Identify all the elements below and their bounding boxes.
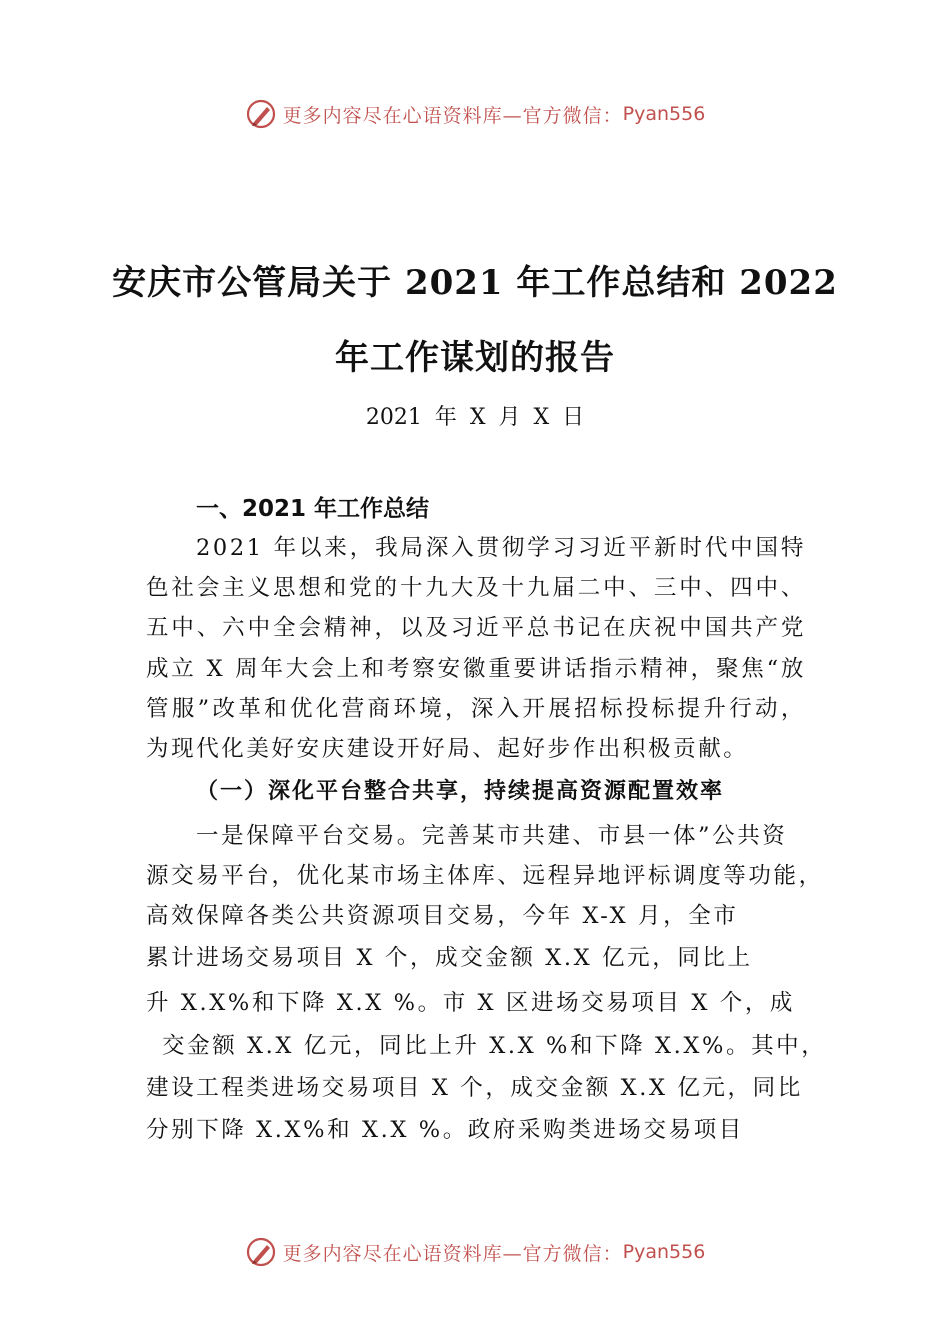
pen-logo-icon [245, 98, 277, 130]
watermark-footer [0, 1232, 950, 1272]
body-line: 累计进场交易项目 X 个，成交金额 X.X 亿元，同比上 [146, 945, 753, 971]
body-line: 高效保障各类公共资源项目交易，今年 X-X 月，全市 [146, 903, 739, 929]
watermark-text: 更多内容尽在心语资料库—官方微信： [282, 1242, 623, 1265]
body-line: 分别下降 X.X%和 X.X %。政府采购类进场交易项目 [146, 1117, 744, 1143]
pen-logo-icon [245, 1236, 277, 1268]
body-line: 源交易平台，优化某市场主体库、远程异地评标调度等功能， [146, 863, 824, 889]
document-date: 2021 年 X 月 X 日 [365, 405, 585, 430]
document-title-line2: 年工作谋划的报告 [335, 338, 615, 378]
body-line: 交金额 X.X 亿元，同比上升 X.X %和下降 X.X%。其中， [162, 1033, 827, 1059]
section-heading: 一、2021 年工作总结 [196, 496, 430, 522]
body-line: 建设工程类进场交易项目 X 个，成交金额 X.X 亿元，同比 [146, 1075, 803, 1101]
watermark-text: 更多内容尽在心语资料库—官方微信： [282, 104, 623, 127]
watermark-wechat-id: Pyan556 [622, 1241, 706, 1263]
body-line: 一是保障平台交易。完善某市共建、市县一体”公共资 [196, 823, 788, 849]
watermark-header [0, 94, 950, 134]
subsection-heading: （一）深化平台整合共享，持续提高资源配置效率 [196, 778, 725, 804]
watermark-wechat-id: Pyan556 [622, 103, 706, 125]
intro-paragraph: 2021 年以来，我局深入贯彻学习习近平新时代中国特色社会主义思想和党的十九大及十九届二中、三中、四中、五中、六中全会精神，以及习近平总书记在庆祝中国共产党成立 X 周年大会上和考察安徽重要讲话指示精神，聚焦“放管服”改革和优化营商环境，深入开展招标投标提升行动，为现代化美好安庆建设开好局、起好步作出积极贡献。 [146, 535, 806, 763]
document-title-line1: 安庆市公管局关于 2021 年工作总结和 2022 [112, 263, 838, 303]
body-line: 升 X.X%和下降 X.X %。市 X 区进场交易项目 X 个，成 [146, 990, 796, 1016]
